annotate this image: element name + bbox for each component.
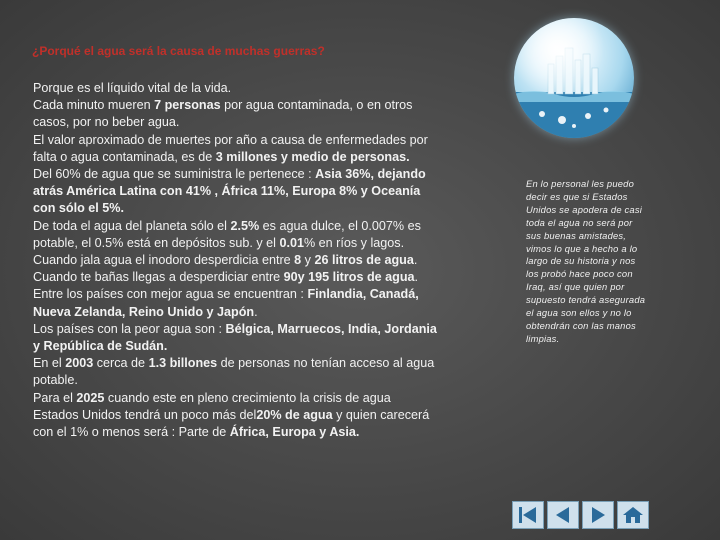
body-text-segment: Para el bbox=[33, 390, 77, 405]
side-note-line: obtendrán con las manos bbox=[526, 319, 636, 331]
body-text-segment: Bélgica, Marruecos, India, Jordania bbox=[225, 321, 437, 336]
body-text-segment: potable. bbox=[33, 373, 78, 388]
body-text-segment: cuando este en pleno crecimiento la crisis de agua bbox=[104, 390, 391, 405]
body-text-segment: cerca de bbox=[93, 356, 149, 371]
body-text-segment: 2003 bbox=[65, 356, 94, 371]
body-text-segment: Cuando te bañas llegas a desperdiciar entre bbox=[33, 270, 284, 285]
body-text-segment: 2.5% bbox=[230, 218, 260, 233]
body-text-segment: de personas no tenían acceso al agua bbox=[217, 356, 435, 371]
body-line bbox=[33, 166, 489, 183]
body-text-segment: 7 personas bbox=[154, 98, 221, 113]
body-text-segment: 20% de agua bbox=[256, 407, 333, 422]
body-line bbox=[33, 218, 489, 235]
body-text-segment: y República de Sudán. bbox=[33, 339, 168, 354]
body-line bbox=[33, 372, 489, 389]
body-text-segment: En el bbox=[33, 356, 66, 371]
home-button[interactable] bbox=[617, 501, 649, 529]
body-text-segment: potable, el 0.5% está en depósitos sub. y el bbox=[33, 235, 280, 250]
body-line bbox=[33, 114, 489, 131]
home-icon bbox=[620, 504, 646, 526]
first-slide-icon bbox=[515, 504, 541, 526]
body-text-segment: 8 bbox=[294, 253, 302, 268]
body-text-segment: falta o agua contaminada, es de bbox=[33, 149, 216, 164]
body-line bbox=[33, 286, 489, 303]
body-line bbox=[33, 149, 489, 166]
body-text-segment: 3 millones y medio de personas. bbox=[215, 149, 410, 164]
body-text-segment: 2025 bbox=[76, 390, 105, 405]
body-text-segment: Los países con la peor agua son : bbox=[33, 321, 226, 336]
side-note-line: En lo personal les puedo bbox=[526, 178, 634, 189]
body-text-segment: . bbox=[413, 253, 418, 268]
body-line bbox=[33, 235, 489, 252]
body-line bbox=[33, 321, 489, 338]
body-text-segment: y bbox=[301, 253, 315, 268]
body-text-segment: Asia 36%, dejando bbox=[315, 167, 426, 182]
side-note-line: Iraq, así que quien por bbox=[526, 281, 625, 293]
body-text-segment: atrás América Latina con 41% , África 11%, Europa 8% y Oceanía bbox=[33, 184, 421, 199]
side-note-line: Unidos se apodera de casi bbox=[526, 203, 643, 215]
body-line bbox=[33, 252, 489, 269]
body-text-segment: Del 60% de agua que se suministra le pertenece : bbox=[33, 167, 316, 182]
body-text-segment: Cuando jala agua el inodoro desperdicia entre bbox=[33, 253, 295, 268]
body-text-segment: De toda el agua del planeta sólo el bbox=[33, 218, 231, 233]
side-note bbox=[526, 178, 694, 346]
side-note-line: vimos lo que a hecho a lo bbox=[526, 242, 638, 254]
body-line bbox=[33, 355, 489, 372]
body-text-segment: Finlandia, Canadá, bbox=[307, 287, 419, 302]
body-text-segment: por agua contaminada, o en otros bbox=[220, 98, 413, 113]
body-text-segment: Cada minuto mueren bbox=[33, 98, 155, 113]
body-text-segment: 90y 195 litros de agua bbox=[283, 270, 415, 285]
side-note-line: el agua son ellos y no lo bbox=[526, 307, 632, 319]
side-note-line: supuesto tendrá asegurada bbox=[526, 294, 646, 306]
body-line bbox=[33, 407, 489, 424]
body-text-segment: % en ríos y lagos. bbox=[303, 235, 405, 250]
slide-title: ¿Porqué el agua será la causa de muchas guerras? bbox=[32, 44, 325, 58]
body-line bbox=[33, 183, 489, 200]
body-line bbox=[33, 269, 489, 286]
body-line bbox=[33, 338, 489, 355]
body-text-segment: África, Europa y Asia. bbox=[229, 425, 360, 440]
side-note-line: toda el agua no será por bbox=[526, 216, 633, 228]
body-text-segment: con el 1% o menos será : Parte de bbox=[33, 425, 230, 440]
body-text-segment: es agua dulce, el 0.007% es bbox=[259, 218, 421, 233]
body-text-segment: y quien carecerá bbox=[332, 407, 430, 422]
first-slide-button[interactable] bbox=[512, 501, 544, 529]
body-line bbox=[33, 390, 489, 407]
body-text-segment: Entre los países con mejor agua se encuentran : bbox=[33, 287, 308, 302]
side-note-line: largo de su historia y nos bbox=[526, 255, 636, 267]
body-text-segment: 1.3 billones bbox=[148, 356, 218, 371]
next-slide-icon bbox=[585, 504, 611, 526]
body-text-segment: Porque es el líquido vital de la vida. bbox=[33, 81, 232, 95]
body-text-segment: . bbox=[254, 304, 258, 319]
slide-body bbox=[33, 80, 489, 441]
body-text-segment: El valor aproximado de muertes por año a causa de enfermedades por bbox=[33, 132, 428, 147]
body-line bbox=[33, 97, 489, 114]
body-text-segment: con sólo el 5%. bbox=[33, 201, 124, 216]
body-text-segment: 0.01 bbox=[279, 235, 304, 250]
previous-slide-icon bbox=[550, 504, 576, 526]
body-text-segment: 26 litros de agua bbox=[314, 253, 414, 268]
body-text-segment: Estados Unidos tendrá un poco más del bbox=[33, 407, 257, 422]
body-line bbox=[33, 424, 489, 441]
body-text-segment: Nueva Zelanda, Reino Unido y Japón bbox=[33, 304, 255, 319]
body-line bbox=[33, 304, 489, 321]
water-globe-icon bbox=[514, 18, 634, 138]
body-line bbox=[33, 80, 489, 97]
side-note-line: sus buenas amistades, bbox=[526, 229, 627, 241]
previous-slide-button[interactable] bbox=[547, 501, 579, 529]
body-line bbox=[33, 132, 489, 149]
side-note-line: los probó hace poco con bbox=[526, 268, 633, 280]
side-note-line: decir es que si Estados bbox=[526, 190, 628, 202]
next-slide-button[interactable] bbox=[582, 501, 614, 529]
side-note-line: limpias. bbox=[526, 332, 560, 344]
body-text-segment: . bbox=[414, 270, 419, 285]
body-text-segment: casos, por no beber agua. bbox=[33, 115, 180, 130]
body-line bbox=[33, 200, 489, 217]
